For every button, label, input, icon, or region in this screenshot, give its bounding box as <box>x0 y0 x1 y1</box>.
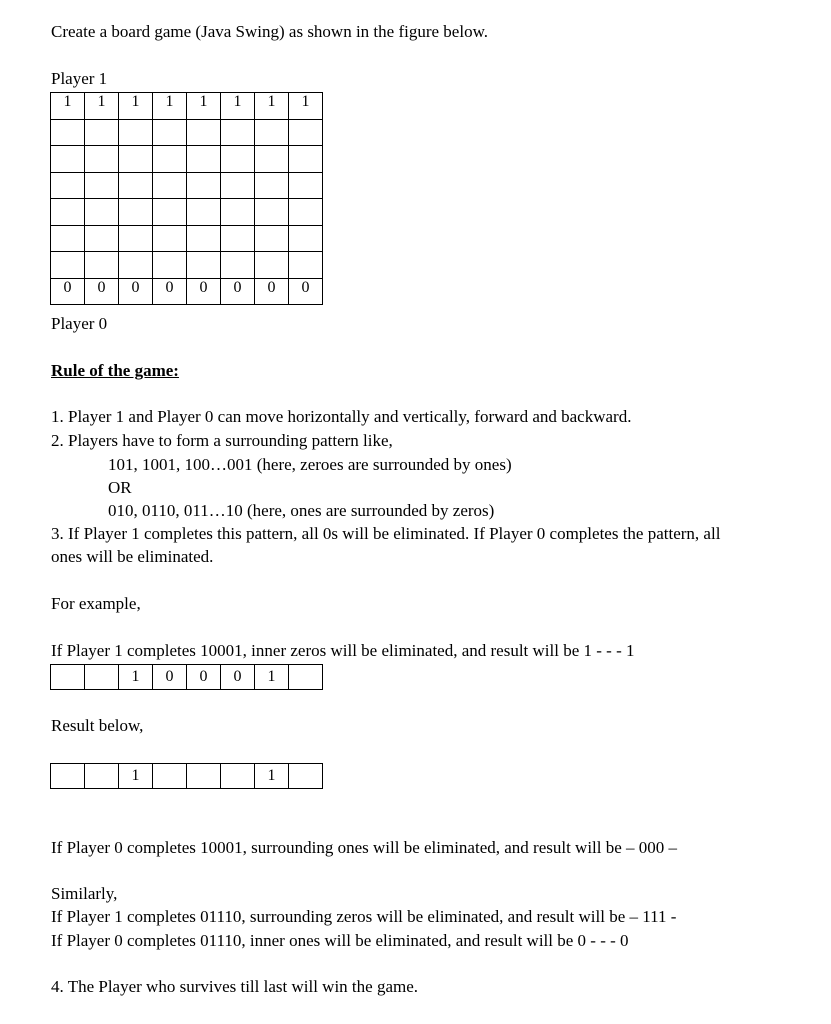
rule-2-pattern-b: 010, 0110, 011…10 (here, ones are surrounded by zeros) <box>108 501 495 520</box>
board-cell[interactable] <box>187 119 221 146</box>
board-cell[interactable] <box>51 119 85 146</box>
strip-cell <box>289 665 323 690</box>
board-cell[interactable] <box>255 172 289 199</box>
example-strip-before <box>50 664 323 690</box>
player-1-label: Player 1 <box>51 69 108 88</box>
strip-cell: 1 <box>255 764 289 789</box>
rule-3-line-2: ones will be eliminated. <box>51 547 214 566</box>
board-cell[interactable]: 0 <box>85 278 119 305</box>
board-cell[interactable] <box>119 119 153 146</box>
board-cell[interactable] <box>51 225 85 252</box>
board-cell[interactable] <box>153 225 187 252</box>
board-cell[interactable] <box>85 146 119 173</box>
board-cell[interactable]: 1 <box>187 93 221 120</box>
board-cell[interactable] <box>289 172 323 199</box>
board-cell[interactable] <box>187 172 221 199</box>
board-cell[interactable] <box>255 225 289 252</box>
board-row <box>51 172 323 199</box>
board-row <box>51 278 323 305</box>
intro-text: Create a board game (Java Swing) as shown in the figure below. <box>51 22 488 41</box>
board-cell[interactable] <box>255 119 289 146</box>
strip-cell <box>85 764 119 789</box>
board-row <box>51 119 323 146</box>
example-strip-after <box>50 763 323 789</box>
board-cell[interactable] <box>119 146 153 173</box>
board-row <box>51 252 323 279</box>
example-heading: For example, <box>51 594 141 613</box>
board-cell[interactable] <box>85 199 119 226</box>
board-cell[interactable] <box>51 172 85 199</box>
board-cell[interactable]: 1 <box>289 93 323 120</box>
board-cell[interactable] <box>85 172 119 199</box>
board-cell[interactable]: 1 <box>119 93 153 120</box>
board-cell[interactable] <box>289 225 323 252</box>
game-board <box>50 92 323 305</box>
board-cell[interactable] <box>255 199 289 226</box>
board-cell[interactable] <box>119 252 153 279</box>
board-cell[interactable] <box>221 199 255 226</box>
board-cell[interactable] <box>153 146 187 173</box>
rules-heading: Rule of the game: <box>51 361 179 380</box>
board-cell[interactable] <box>119 172 153 199</box>
board-cell[interactable] <box>187 225 221 252</box>
similarly-label: Similarly, <box>51 884 118 903</box>
board-cell[interactable] <box>51 199 85 226</box>
result-label: Result below, <box>51 716 144 735</box>
board-cell[interactable] <box>289 199 323 226</box>
board-row <box>51 225 323 252</box>
board-cell[interactable]: 1 <box>85 93 119 120</box>
board-cell[interactable] <box>119 225 153 252</box>
board-cell[interactable] <box>85 252 119 279</box>
example-2: If Player 0 completes 10001, surrounding ones will be eliminated, and result will be – 000 – <box>51 838 678 857</box>
rule-4: 4. The Player who survives till last will win the game. <box>51 977 419 996</box>
board-cell[interactable]: 1 <box>255 93 289 120</box>
board-cell[interactable] <box>221 252 255 279</box>
board-cell[interactable] <box>187 199 221 226</box>
example-3: If Player 1 completes 01110, surrounding zeros will be eliminated, and result will be – 111 - <box>51 907 677 926</box>
strip-cell: 1 <box>119 665 153 690</box>
board-cell[interactable] <box>51 252 85 279</box>
strip-cell: 0 <box>153 665 187 690</box>
board-cell[interactable] <box>187 146 221 173</box>
board-row <box>51 146 323 173</box>
board-cell[interactable]: 1 <box>153 93 187 120</box>
board-cell[interactable] <box>153 119 187 146</box>
strip-cell <box>221 764 255 789</box>
board-cell[interactable] <box>85 119 119 146</box>
board-cell[interactable] <box>187 252 221 279</box>
strip-cell <box>153 764 187 789</box>
board-cell[interactable] <box>51 146 85 173</box>
board-cell[interactable] <box>289 146 323 173</box>
board-cell[interactable] <box>255 252 289 279</box>
board-cell[interactable] <box>153 199 187 226</box>
board-cell[interactable]: 0 <box>153 278 187 305</box>
board-row <box>51 199 323 226</box>
rule-2-pattern-a: 101, 1001, 100…001 (here, zeroes are surrounded by ones) <box>108 455 512 474</box>
board-cell[interactable]: 0 <box>255 278 289 305</box>
example-4: If Player 0 completes 01110, inner ones will be eliminated, and result will be 0 - - - 0 <box>51 931 629 950</box>
board-cell[interactable] <box>221 119 255 146</box>
board-cell[interactable] <box>221 225 255 252</box>
board-cell[interactable]: 0 <box>119 278 153 305</box>
board-row <box>51 93 323 120</box>
rule-2-or: OR <box>108 478 132 497</box>
board-cell[interactable] <box>85 225 119 252</box>
strip-cell: 0 <box>221 665 255 690</box>
board-cell[interactable]: 0 <box>51 278 85 305</box>
board-cell[interactable] <box>153 252 187 279</box>
board-cell[interactable] <box>153 172 187 199</box>
strip-cell <box>187 764 221 789</box>
strip-cell: 1 <box>255 665 289 690</box>
board-cell[interactable] <box>221 146 255 173</box>
board-cell[interactable] <box>255 146 289 173</box>
board-cell[interactable] <box>119 199 153 226</box>
board-cell[interactable]: 1 <box>51 93 85 120</box>
board-cell[interactable] <box>289 119 323 146</box>
strip-cell <box>289 764 323 789</box>
board-cell[interactable]: 0 <box>289 278 323 305</box>
rule-2: 2. Players have to form a surrounding pattern like, <box>51 431 393 450</box>
board-cell[interactable] <box>289 252 323 279</box>
board-cell[interactable]: 1 <box>221 93 255 120</box>
strip-cell <box>85 665 119 690</box>
rule-1: 1. Player 1 and Player 0 can move horizontally and vertically, forward and backward. <box>51 407 632 426</box>
example-1: If Player 1 completes 10001, inner zeros will be eliminated, and result will be 1 - - - 1 <box>51 641 635 660</box>
strip-cell <box>51 665 85 690</box>
player-0-label: Player 0 <box>51 314 108 333</box>
strip-cell: 1 <box>119 764 153 789</box>
board-cell[interactable]: 0 <box>187 278 221 305</box>
strip-cell: 0 <box>187 665 221 690</box>
board-cell[interactable]: 0 <box>221 278 255 305</box>
rule-3-line-1: 3. If Player 1 completes this pattern, all 0s will be eliminated. If Player 0 completes the pattern, all <box>51 524 721 543</box>
strip-cell <box>51 764 85 789</box>
board-cell[interactable] <box>221 172 255 199</box>
